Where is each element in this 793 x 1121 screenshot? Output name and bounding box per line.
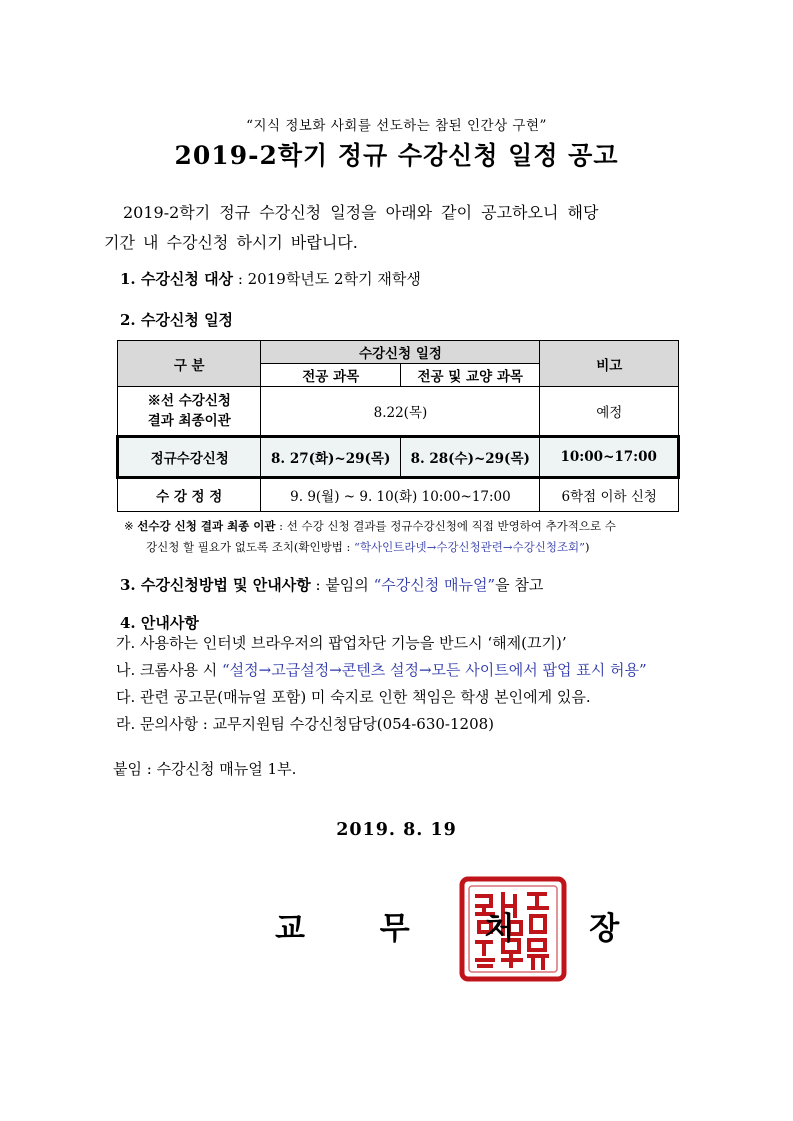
row-label: 수 강 정 정	[118, 478, 261, 512]
row-major-liberal: 8. 28(수)~29(목)	[400, 437, 540, 478]
section-1-label: 1. 수강신청 대상	[120, 270, 234, 288]
info-item-2: 나. 크롬사용 시 “설정→고급설정→콘텐츠 설정→모든 사이트에서 팝업 표시 허용”	[116, 661, 647, 679]
section-2-label: 2. 수강신청 일정	[120, 311, 234, 329]
header-major: 전공 과목	[261, 364, 401, 387]
signature-office: 교 무 처 장	[275, 911, 652, 947]
row-label: 정규수강신청	[118, 437, 261, 478]
intro-line-2: 기간 내 수강신청 하시기 바랍니다.	[104, 233, 358, 252]
footnote: ※ 선수강 신청 결과 최종 이관 : 선 수강 신청 결과를 정규수강신청에 직접 반영하여 추가적으로 수 강신청 할 필요가 없도록 조치(확인방법 : “학사인트라넷→수강신청관련→수강신청조회”)	[124, 519, 616, 554]
notice-title: 2019-2학기 정규 수강신청 일정 공고	[174, 141, 619, 170]
row-period: 8.22(목)	[261, 387, 540, 437]
row-note: 10:00~17:00	[540, 437, 679, 478]
footnote-link: “학사인트라넷→수강신청관련→수강신청조회”	[354, 540, 586, 554]
info-item-1: 가. 사용하는 인터넷 브라우저의 팝업차단 기능을 반드시 ‘해제(끄기)’	[116, 634, 567, 652]
intro-line-1: 2019-2학기 정규 수강신청 일정을 아래와 같이 공고하오니 해당	[123, 203, 599, 222]
notice-date: 2019. 8. 19	[336, 820, 457, 840]
section-3-label: 3. 수강신청방법 및 안내사항	[120, 576, 311, 594]
info-list	[116, 630, 647, 738]
header-period: 수강신청 일정	[261, 341, 540, 364]
row-period: 9. 9(월) ~ 9. 10(화) 10:00~17:00	[261, 478, 540, 512]
footnote-bold: 선수강 신청 결과 최종 이관	[137, 519, 276, 533]
schedule-table	[116, 340, 680, 512]
row-note: 6학점 이하 신청	[540, 478, 679, 512]
row-note: 예정	[540, 387, 679, 437]
section-4-label: 4. 안내사항	[120, 614, 199, 632]
section-3: 3. 수강신청방법 및 안내사항 : 붙임의 “수강신청 매뉴얼”을 참고	[120, 576, 544, 594]
intro-paragraph	[104, 198, 693, 258]
row-label: ※선 수강신청 결과 최종이관	[118, 387, 261, 437]
info-item-4: 라. 문의사항 : 교무지원팀 수강신청담당(054-630-1208)	[116, 715, 495, 733]
table-row	[118, 478, 679, 512]
attachment-line: 붙임 : 수강신청 매뉴얼 1부.	[113, 760, 297, 778]
slogan: “지식 정보화 사회를 선도하는 참된 인간상 구현”	[246, 118, 547, 134]
manual-highlight: “수강신청 매뉴얼”	[373, 576, 496, 594]
table-row	[118, 387, 679, 437]
header-major-liberal: 전공 및 교양 과목	[400, 364, 540, 387]
info-item-3: 다. 관련 공고문(매뉴얼 포함) 미 숙지로 인한 책임은 학생 본인에게 있음.	[116, 688, 591, 706]
header-category: 구 분	[118, 341, 261, 387]
header-note: 비고	[540, 341, 679, 387]
section-1-value: 2019학년도 2학기 재학생	[247, 270, 421, 288]
table-header-row	[118, 341, 679, 364]
table-row-highlighted	[118, 437, 679, 478]
section-2	[120, 309, 233, 330]
section-1: 1. 수강신청 대상 : 2019학년도 2학기 재학생	[120, 270, 421, 288]
row-major: 8. 27(화)~29(목)	[261, 437, 401, 478]
chrome-settings-path: “설정→고급설정→콘텐츠 설정→모든 사이트에서 팝업 표시 허용”	[222, 661, 647, 679]
